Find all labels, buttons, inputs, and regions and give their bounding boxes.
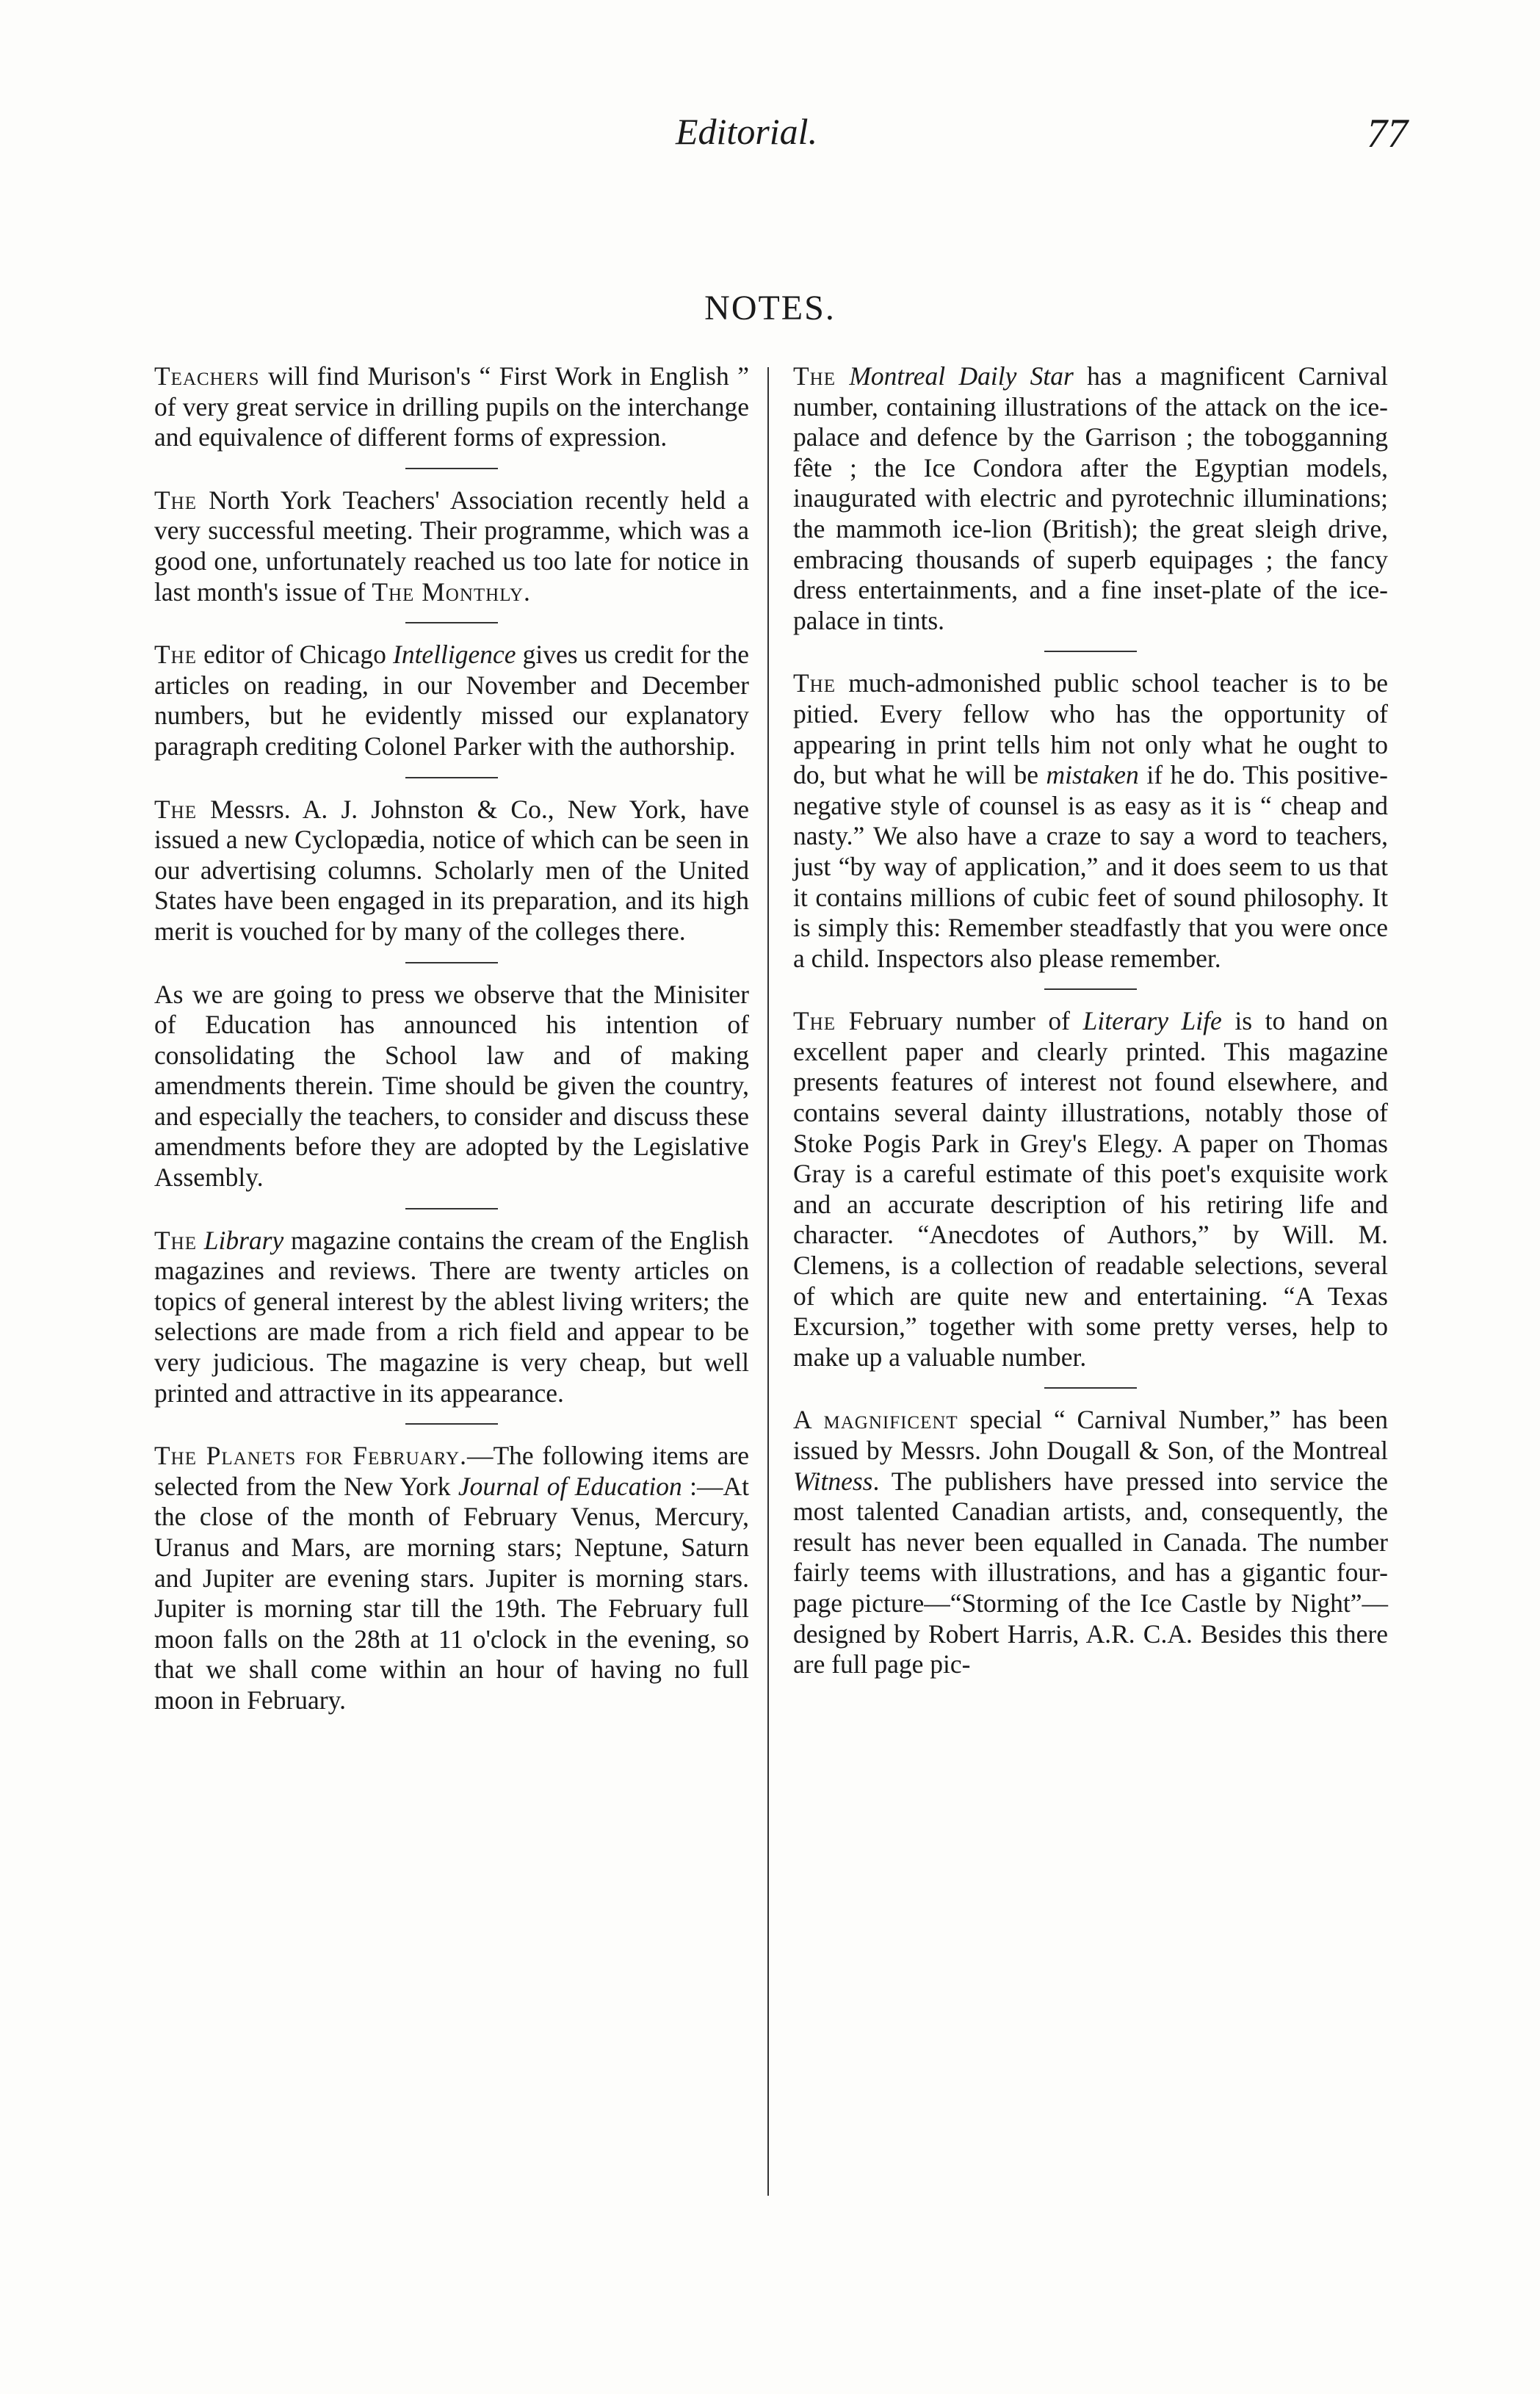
italic-title: Journal of Education (458, 1471, 682, 1501)
note-lead-word: The (793, 1006, 836, 1036)
left-note-paragraph (154, 980, 749, 1193)
right-note-paragraph (793, 1006, 1388, 1373)
note-text: has a magnificent Carnival number, containing illustrations of the attack on the ice-palace and defence by the Garrison ; the tobogganning fête ; the Ice Condora after the Egyptian models, inaugurated with electric and pyrotechnic illuminations; the mammoth ice-lion (British); the great sleigh drive, embracing thousands of superb equipages ; the fancy dress entertainments, and a fine inset-plate of the ice-palace in tints. (793, 361, 1388, 635)
paragraph-separator (1044, 1387, 1137, 1389)
note-lead-word: The (154, 1225, 198, 1255)
small-caps-text: The Monthly (372, 576, 524, 607)
left-note-paragraph (154, 1226, 749, 1409)
note-text: editor of Chicago (197, 640, 393, 670)
right-note-paragraph (793, 1405, 1388, 1679)
note-text: —The following items are selected from the New York (154, 1441, 749, 1501)
left-note-paragraph (154, 361, 749, 453)
note-text: North York Teachers' Association recently held a very successful meeting. Their programme, which was a good one, unfortunately reached us too late for notice in last month's issue of (154, 485, 749, 607)
note-text: February number of (836, 1006, 1083, 1036)
paragraph-separator (1044, 988, 1137, 990)
right-note-paragraph (793, 361, 1388, 636)
note-lead-word: The Planets for February. (154, 1441, 467, 1471)
page-number: 77 (1367, 111, 1408, 156)
note-lead-word: The (793, 668, 836, 698)
italic-title: mistaken (1046, 760, 1139, 790)
paragraph-separator (1044, 651, 1137, 652)
note-text: if he do. This positive-negative style of counsel is as easy as it is “ cheap and nasty.” We also have a craze to say a word to teachers, just “by way of application,” and it does seem to us that it contains millions of cubic feet of sound philosophy. It is simply this: Remember steadfastly that you were once a child. Inspectors also please remember. (793, 760, 1388, 973)
right-note-paragraph (793, 668, 1388, 974)
note-text: As we are going to press we observe that the Minisiter of Education has announced his intention of consolidating the School law and of making amendments therein. Time should be given the country, and especially the teachers, to consider and discuss these amendments before they are adopted by the Legislative Assembly. (154, 979, 749, 1193)
note-text (197, 1226, 204, 1255)
note-text: special “ Carnival Number,” has been issued by Messrs. John Dougall & Son, of the Montreal (793, 1405, 1388, 1465)
italic-title: Intelligence (393, 640, 516, 670)
left-note-paragraph (154, 485, 749, 607)
note-text: is to hand on excellent paper and clearly printed. This magazine presents features of interest not found elsewhere, and contains several dainty illustrations, notably those of Stoke Pogis Park in Grey's Elegy. A paper on Thomas Gray is a careful estimate of this poet's exquisite work and an accurate description of his retiring life and character. “Anecdotes of Authors,” by Will. M. Clemens, is a collection of readable selections, several of which are quite new and entertaining. “A Texas Excursion,” together with some pretty verses, help to make up a valuable number. (793, 1006, 1388, 1372)
paragraph-separator (405, 962, 498, 963)
left-note-paragraph (154, 1441, 749, 1715)
right-column (793, 361, 1388, 1680)
paragraph-separator (405, 777, 498, 778)
note-lead-word: The (154, 485, 198, 515)
running-head (676, 110, 1408, 169)
paragraph-separator (405, 622, 498, 623)
note-text: . The publishers have pressed into service the most talented Canadian artists, and, consequently, the result has never been equalled in Canada. The number fairly teems with illustrations, and has a gigantic four-page picture—“Storming of the Ice Castle by Night”—designed by Robert Harris, A.R. C.A. Besides this there are full page pic- (793, 1466, 1388, 1679)
note-text: :—At the close of the month of February Venus, Mercury, Uranus and Mars, are morning stars; Neptune, Saturn and Jupiter are evening stars. Jupiter is morning stars. Jupiter is morning star till the 19th. The February full moon falls on the 28th at 11 o'clock in the evening, so that we shall come within an hour of having no full moon in February. (154, 1471, 749, 1715)
note-lead-word: The (793, 361, 836, 391)
italic-title: Literary Life (1082, 1006, 1222, 1036)
note-text: gives us credit for the articles on reading, in our November and December numbers, but he evidently missed our explanatory paragraph crediting Colonel Parker with the authorship. (154, 640, 750, 761)
note-lead-word: Teachers (154, 361, 260, 391)
running-head-section: Editorial. (676, 111, 818, 152)
note-lead-word: The (154, 794, 198, 824)
note-text: will find Murison's “ First Work in English ” of very great service in drilling pupils on the interchange and equivalence of different forms of expression. (154, 361, 749, 452)
column-divider (767, 367, 769, 2196)
paragraph-separator (405, 468, 498, 469)
italic-title: Witness (793, 1466, 873, 1496)
note-lead-word: The (154, 640, 198, 670)
italic-title: Montreal Daily Star (849, 361, 1074, 391)
paragraph-separator (405, 1208, 498, 1209)
left-note-paragraph (154, 640, 749, 762)
notes-heading: NOTES. (704, 289, 836, 328)
left-column (154, 361, 749, 1716)
italic-title: Library (203, 1225, 284, 1255)
note-text: much-admonished public school teacher is to be pitied. Every fellow who has the opportunity of appearing in print tells him not only what he ought to do, but what he will be (793, 668, 1388, 790)
note-text (836, 361, 849, 391)
note-lead-word: A magnificent (793, 1405, 958, 1435)
note-text: . (524, 576, 530, 607)
left-note-paragraph (154, 795, 749, 947)
note-text: magazine contains the cream of the English magazines and reviews. There are twenty articles on topics of general interest by the ablest living writers; the selections are made from a rich field and appear to be very judicious. The magazine is very cheap, but well printed and attractive in its appearance. (154, 1225, 749, 1408)
note-text: Messrs. A. J. Johnston & Co., New York, have issued a new Cyclopædia, notice of which can be seen in our advertising columns. Scholarly men of the United States have been engaged in its preparation, and its high merit is vouched for by many of the colleges there. (154, 794, 749, 946)
paragraph-separator (405, 1423, 498, 1425)
